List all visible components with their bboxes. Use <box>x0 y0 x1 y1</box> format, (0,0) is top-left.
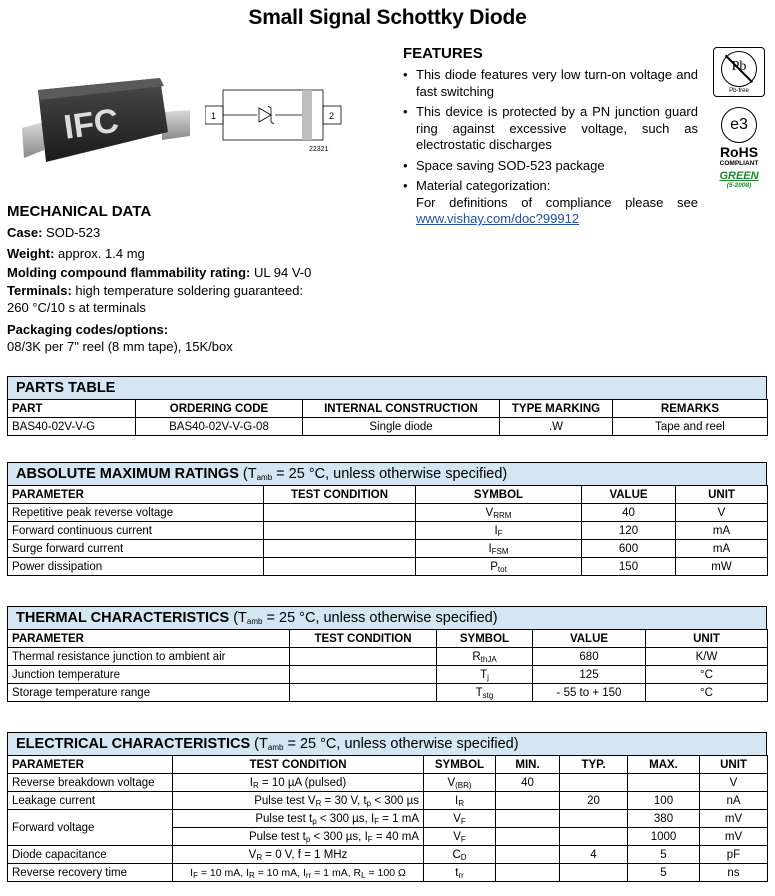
abs-max-section <box>7 462 767 576</box>
feature-item: • Space saving SOD-523 package <box>403 158 698 175</box>
pin1-label: 1 <box>211 111 217 121</box>
table-row: Forward voltage Pulse test $t_p < 300$ µs, $I_F = 1$ mA $V_F$ 380 mV <box>8 810 768 828</box>
thermal-table <box>7 629 768 702</box>
parts-table-heading: PARTS TABLE <box>7 376 767 399</box>
col-header: TYP. <box>560 756 628 774</box>
col-header: PART <box>8 400 136 418</box>
rohs-compliant-label: COMPLIANT <box>719 160 759 167</box>
e3-icon: e3 <box>721 107 757 143</box>
table-row: Diode capacitance $V_R = 0$ V, f = 1 MHz $C_D$ 4 5 pF <box>8 846 768 864</box>
col-header: PARAMETER <box>8 630 290 648</box>
table-row: BAS40-02V-V-G BAS40-02V-V-G-08 Single diode .W Tape and reel <box>8 418 768 436</box>
material-text: For definitions of compliance please see <box>416 194 698 210</box>
col-header: VALUE <box>533 630 646 648</box>
pin-diagram <box>205 86 360 158</box>
col-header: VALUE <box>582 486 676 504</box>
col-header: SYMBOL <box>424 756 496 774</box>
package-photo <box>20 70 195 170</box>
rohs-label: RoHS <box>719 144 759 160</box>
page-title: Small Signal Schottky Diode <box>248 6 527 29</box>
package-marking: IFC <box>61 101 121 147</box>
table-row: Surge forward current $I_{FSM}$ 600 mA <box>8 540 768 558</box>
col-header: REMARKS <box>613 400 768 418</box>
mechanical-data <box>7 204 387 357</box>
packaging-line: Packaging codes/options: 08/3K per 7" reel (8 mm tape), 15K/box <box>7 322 233 354</box>
table-row: Storage temperature range $T_{stg}$ - 55 to + 150 °C <box>8 684 768 702</box>
electrical-heading: ELECTRICAL CHARACTERISTICS ($T_{amb} = 25$ °C, unless otherwise specified) <box>7 732 767 755</box>
table-row: Reverse recovery time $I_F = 10$ mA, $I_R = 10$ mA, $I_{rr} = 1$ mA, $R_L = 100$ Ω $t_{rr}$ 5 ns <box>8 864 768 882</box>
compliance-link[interactable]: www.vishay.com/doc?99912 <box>416 211 580 226</box>
feature-item: • This device is protected by a PN junction guard ring against excessive voltage, such as electrostatic discharges <box>403 104 698 154</box>
molding-line: Molding compound flammability rating: UL 94 V-0 <box>7 264 312 280</box>
table-row: Power dissipation $P_{tot}$ 150 mW <box>8 558 768 576</box>
col-header: MAX. <box>628 756 700 774</box>
electrical-section <box>7 732 767 882</box>
feature-item: • This diode features very low turn-on voltage and fast switching <box>403 67 698 100</box>
pb-free-badge: Pb Pb-free <box>713 47 765 97</box>
green-label: GREEN <box>719 170 759 182</box>
table-row: Junction temperature $T_j$ 125 °C <box>8 666 768 684</box>
table-row: Reverse breakdown voltage $I_R = 10$ µA (pulsed) $V_{(BR)}$ 40 V <box>8 774 768 792</box>
col-header: ORDERING CODE <box>136 400 303 418</box>
col-header: TEST CONDITION <box>264 486 416 504</box>
case-line: Case: SOD-523 <box>7 224 101 240</box>
col-header: TYPE MARKING <box>500 400 613 418</box>
col-header: SYMBOL <box>416 486 582 504</box>
compliance-badges <box>710 47 768 189</box>
pb-free-icon: Pb <box>721 51 757 87</box>
parts-table <box>7 399 768 436</box>
col-header: UNIT <box>700 756 768 774</box>
col-header: MIN. <box>496 756 560 774</box>
table-row: Thermal resistance junction to ambient air $R_{thJA}$ 680 K/W <box>8 648 768 666</box>
col-header: SYMBOL <box>437 630 533 648</box>
terminals-line: Terminals: high temperature soldering guaranteed: 260 °C/10 s at terminals <box>7 283 304 315</box>
features-heading: FEATURES <box>403 45 483 62</box>
col-header: UNIT <box>676 486 768 504</box>
col-header: TEST CONDITION <box>173 756 424 774</box>
mechanical-heading: MECHANICAL DATA <box>7 203 152 220</box>
table-row: Pulse test $t_p < 300$ µs, $I_F = 40$ mA $V_F$ 1000 mV <box>8 828 768 846</box>
features-list <box>403 67 698 232</box>
thermal-section <box>7 606 767 702</box>
weight-line: Weight: approx. 1.4 mg <box>7 246 145 261</box>
parts-table-section <box>7 376 767 436</box>
feature-item: • Material categorization: For definitions of compliance please see www.vishay.com/doc?99912 <box>403 178 698 228</box>
table-row: Forward continuous current $I_F$ 120 mA <box>8 522 768 540</box>
abs-max-table <box>7 485 768 576</box>
table-row: Leakage current Pulse test $V_R = 30$ V, $t_p < 300$ µs $I_R$ 20 100 nA <box>8 792 768 810</box>
col-header: UNIT <box>646 630 768 648</box>
electrical-table <box>7 755 768 882</box>
col-header: PARAMETER <box>8 486 264 504</box>
abs-max-heading: ABSOLUTE MAXIMUM RATINGS ($T_{amb} = 25$ °C, unless otherwise specified) <box>7 462 767 485</box>
col-header: PARAMETER <box>8 756 173 774</box>
drawing-number: 22321 <box>309 146 329 153</box>
pin2-label: 2 <box>329 111 335 121</box>
table-row: Repetitive peak reverse voltage $V_{RRM}$ 40 V <box>8 504 768 522</box>
thermal-heading: THERMAL CHARACTERISTICS ($T_{amb} = 25$ °C, unless otherwise specified) <box>7 606 767 629</box>
col-header: TEST CONDITION <box>290 630 437 648</box>
green-year: (5-2008) <box>726 182 752 189</box>
col-header: INTERNAL CONSTRUCTION <box>303 400 500 418</box>
